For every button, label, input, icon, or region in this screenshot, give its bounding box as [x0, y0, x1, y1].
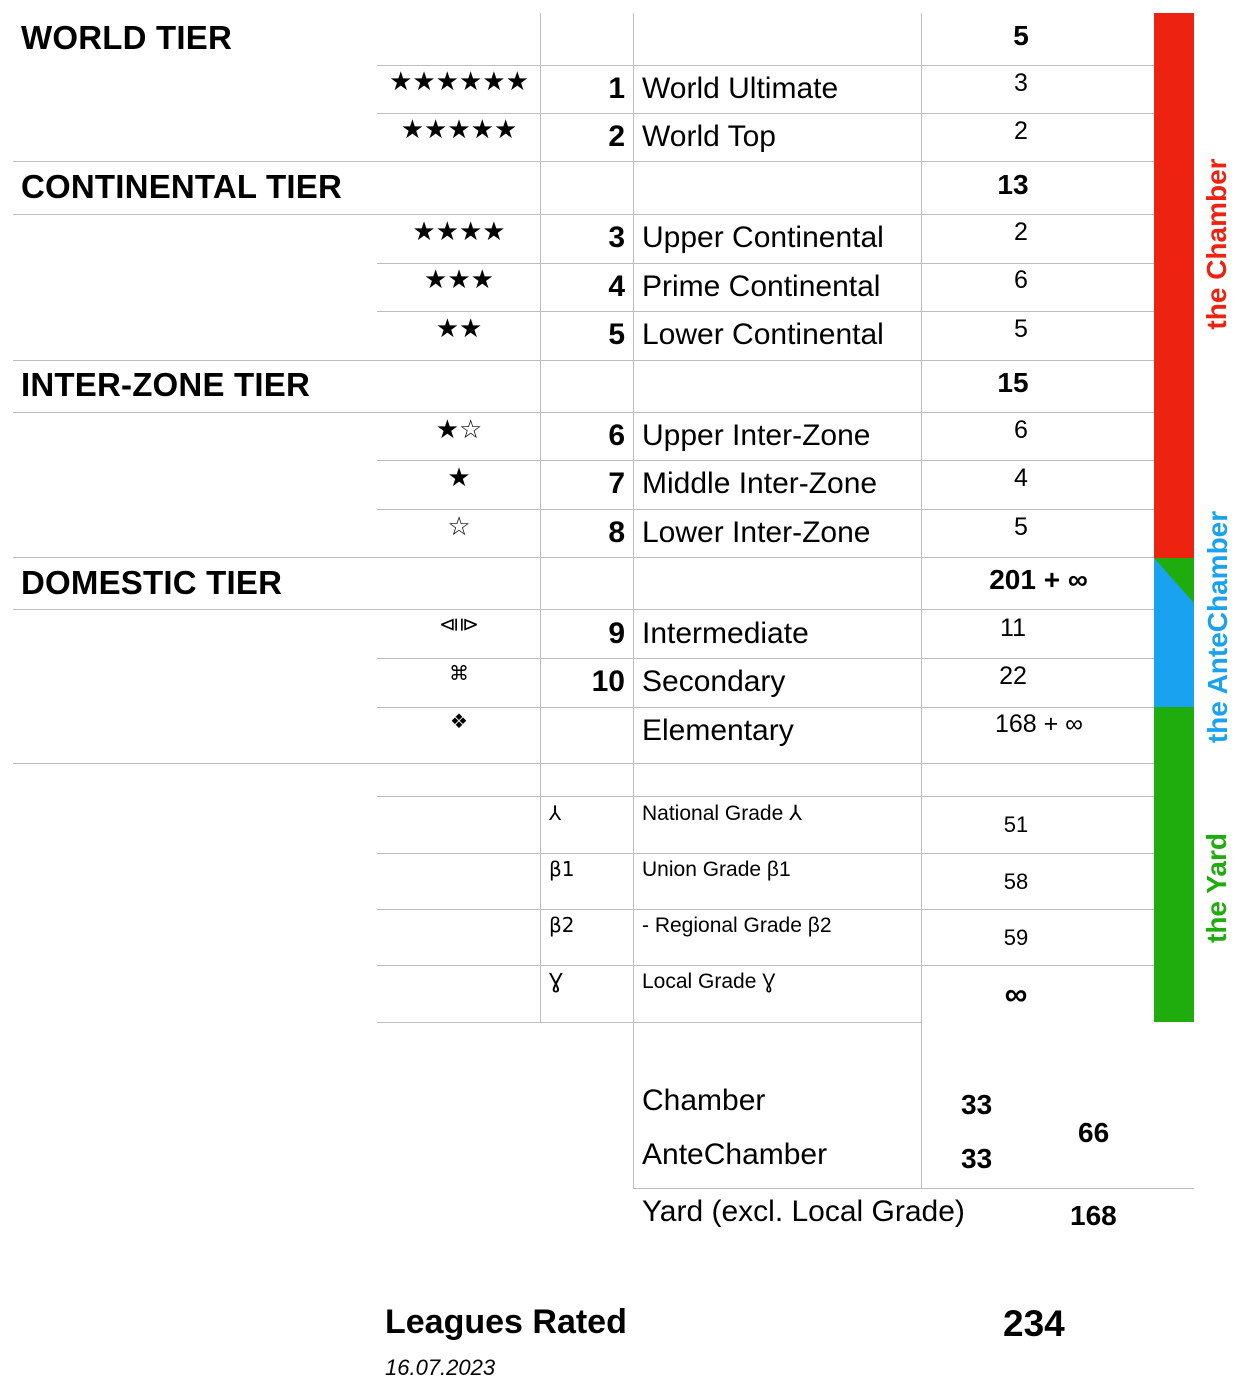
- summary-antechamber-label: AnteChamber: [642, 1138, 828, 1171]
- level-name: World Top: [642, 120, 776, 153]
- star-rating: ★★: [435, 314, 483, 344]
- leagues-rated-total: 234: [1003, 1303, 1065, 1344]
- level-number: 3: [608, 221, 625, 254]
- level-count: 168 + ∞: [994, 710, 1084, 738]
- level-count: 5: [1014, 315, 1028, 343]
- level-name: Lower Inter-Zone: [642, 516, 871, 549]
- star-rating: ★★★★★: [400, 115, 518, 145]
- star-rating: ★★★: [424, 265, 494, 295]
- tier-total-continental: 13: [997, 169, 1029, 200]
- zone-label-chamber: the Chamber: [1201, 158, 1232, 330]
- level-number: 8: [608, 516, 625, 549]
- summary-chamber-label: Chamber: [642, 1084, 766, 1117]
- grade-count: 58: [1003, 869, 1029, 894]
- star-rating: ★☆: [435, 415, 483, 445]
- grade-name: National Grade ⅄: [642, 802, 802, 825]
- level-name: Upper Continental: [642, 221, 884, 254]
- level-name: Lower Continental: [642, 318, 884, 351]
- level-number: 5: [608, 318, 625, 351]
- tier-heading-domestic: DOMESTIC TIER: [21, 564, 283, 601]
- grade-count: ∞: [1004, 976, 1028, 1012]
- level-symbol: ⌘: [449, 661, 469, 685]
- summary-yard-value: 168: [1070, 1200, 1117, 1231]
- level-number: 10: [591, 665, 625, 698]
- level-count: 6: [1014, 416, 1028, 444]
- grade-count: 59: [1003, 925, 1029, 950]
- tier-total-domestic: 201 + ∞: [989, 564, 1088, 595]
- level-number: 2: [608, 120, 625, 153]
- level-symbol: ⧏⧐: [439, 612, 479, 636]
- level-symbol: ❖: [450, 709, 468, 733]
- grade-name: Local Grade Ɣ: [642, 970, 776, 993]
- star-rating: ☆: [447, 512, 471, 542]
- level-number: 7: [608, 467, 625, 500]
- grade-name: Union Grade β1: [642, 858, 791, 881]
- grade-symbol: β2: [549, 913, 575, 937]
- star-rating: ★★★★★★: [389, 67, 529, 97]
- star-rating: ★★★★: [412, 217, 506, 247]
- level-number: 9: [608, 617, 625, 650]
- level-name: Secondary: [642, 665, 786, 698]
- level-count: 6: [1014, 266, 1028, 294]
- summary-antechamber-value: 33: [961, 1143, 993, 1174]
- level-name: Prime Continental: [642, 270, 881, 303]
- level-count: 4: [1014, 464, 1028, 492]
- level-count: 2: [1014, 218, 1028, 246]
- summary-combined-value: 66: [1078, 1117, 1110, 1148]
- level-name: World Ultimate: [642, 72, 839, 105]
- zone-label-antechamber: the AnteChamber: [1202, 510, 1233, 744]
- grade-count: 51: [1003, 812, 1029, 837]
- level-number: 4: [608, 270, 625, 303]
- zone-color-bar: [1154, 13, 1194, 1022]
- grade-symbol: ⅄: [549, 801, 562, 825]
- tier-heading-continental: CONTINENTAL TIER: [21, 168, 342, 205]
- tier-total-world: 5: [1013, 20, 1029, 51]
- level-name: Elementary: [642, 714, 794, 747]
- level-number: 1: [608, 72, 625, 105]
- level-count: 3: [1014, 69, 1028, 97]
- leagues-rated-label: Leagues Rated: [385, 1303, 627, 1341]
- grade-symbol: Ɣ: [549, 969, 563, 993]
- tier-heading-inter-zone: INTER-ZONE TIER: [21, 366, 310, 403]
- level-count: 2: [1014, 117, 1028, 145]
- summary-chamber-value: 33: [961, 1089, 993, 1120]
- grade-name: - Regional Grade β2: [642, 914, 832, 937]
- level-count: 22: [999, 662, 1027, 690]
- grade-symbol: β1: [549, 857, 575, 881]
- zone-bar-yard: [1154, 707, 1194, 1022]
- tier-total-inter-zone: 15: [997, 367, 1029, 398]
- level-number: 6: [608, 419, 625, 452]
- level-name: Middle Inter-Zone: [642, 467, 878, 500]
- tier-heading-world: WORLD TIER: [21, 19, 232, 56]
- zone-label-yard: the Yard: [1201, 833, 1232, 943]
- level-count: 5: [1014, 513, 1028, 541]
- level-name: Upper Inter-Zone: [642, 419, 871, 452]
- level-count: 11: [1000, 614, 1026, 642]
- summary-yard-label: Yard (excl. Local Grade): [642, 1195, 965, 1228]
- level-name: Intermediate: [642, 617, 809, 650]
- zone-bar-chamber: [1154, 13, 1194, 558]
- report-date: 16.07.2023: [385, 1355, 496, 1380]
- star-rating: ★: [447, 463, 471, 493]
